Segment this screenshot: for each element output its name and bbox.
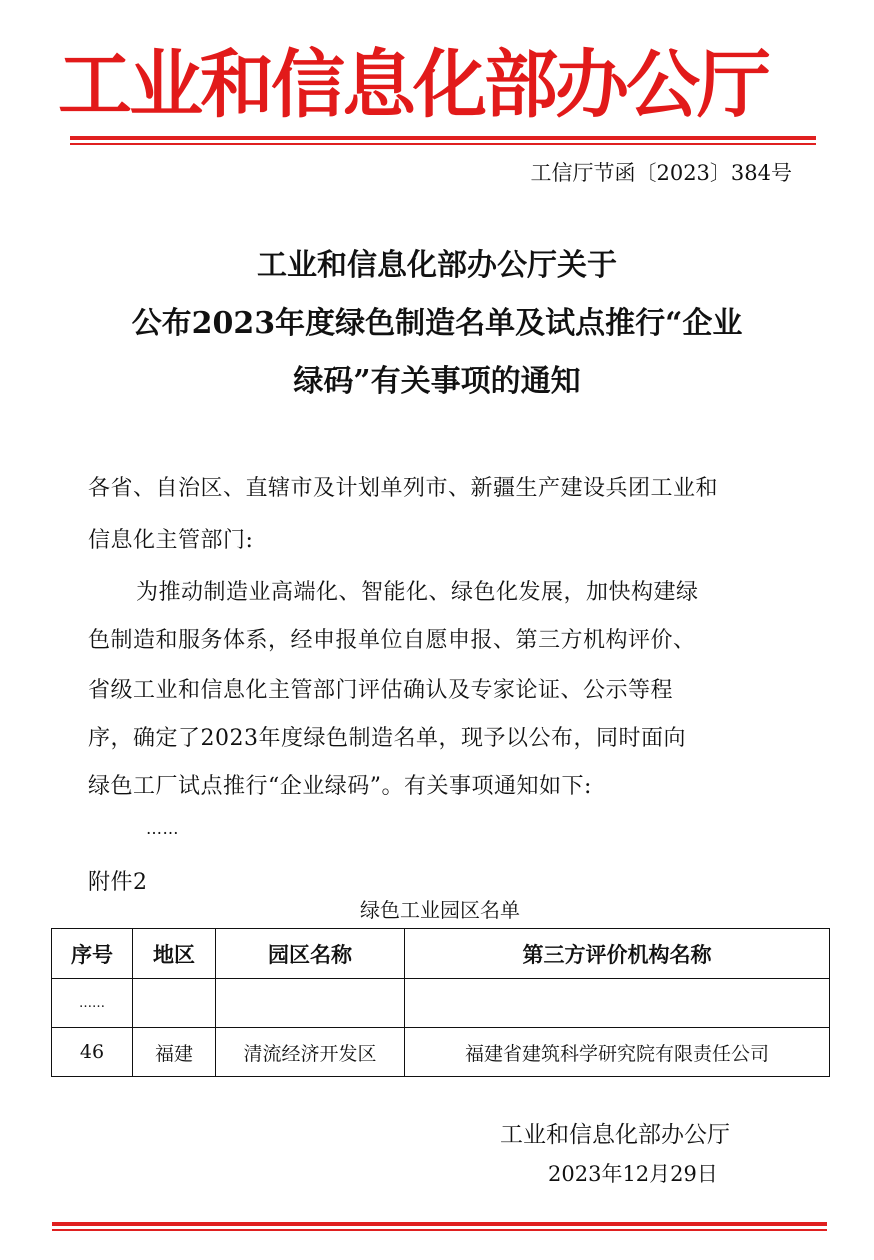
table-header-row bbox=[52, 929, 830, 979]
table-cell-region bbox=[133, 979, 216, 1028]
omission-ellipsis: …… bbox=[146, 819, 179, 838]
column-header-region: 地区 bbox=[133, 929, 216, 979]
table-cell-park-name bbox=[216, 979, 405, 1028]
paragraph-line-5: 绿色工厂试点推行“企业绿码”。有关事项通知如下: bbox=[88, 774, 592, 799]
paragraph-line-4: 序，确定了2023年度绿色制造名单，现予以公布，同时面向 bbox=[88, 726, 686, 751]
footer-red-rule-thin bbox=[52, 1229, 827, 1231]
signature-date: 2023年12月29日 bbox=[548, 1162, 718, 1186]
table-cell-region: 福建 bbox=[133, 1028, 216, 1077]
document-number: 工信厅节函〔2023〕384号 bbox=[530, 161, 792, 185]
addressee-line-2: 信息化主管部门: bbox=[88, 528, 254, 553]
paragraph-line-2: 色制造和服务体系，经申报单位自愿申报、第三方机构评价、 bbox=[88, 628, 696, 653]
title-line-1: 工业和信息化部办公厅关于 bbox=[257, 248, 617, 283]
table-row bbox=[52, 979, 830, 1028]
table-row bbox=[52, 1028, 830, 1077]
paragraph-line-3: 省级工业和信息化主管部门评估确认及专家论证、公示等程 bbox=[88, 678, 674, 703]
paragraph-line-1: 为推动制造业高端化、智能化、绿色化发展，加快构建绿 bbox=[136, 580, 699, 605]
table-cell-evaluator: 福建省建筑科学研究院有限责任公司 bbox=[405, 1028, 830, 1077]
table-cell-index: 46 bbox=[52, 1028, 133, 1077]
title-line-2: 公布2023年度绿色制造名单及试点推行“企业 bbox=[131, 306, 743, 341]
addressee-line-1: 各省、自治区、直辖市及计划单列市、新疆生产建设兵团工业和 bbox=[88, 476, 719, 501]
table-cell-park-name: 清流经济开发区 bbox=[216, 1028, 405, 1077]
header-red-rule-thin bbox=[70, 143, 816, 145]
attachment-label: 附件2 bbox=[88, 870, 148, 895]
footer-red-rule bbox=[52, 1222, 827, 1226]
issuer-masthead: 工业和信息化部办公厅 bbox=[58, 42, 768, 128]
column-header-evaluator: 第三方评价机构名称 bbox=[405, 929, 830, 979]
table-cell-evaluator bbox=[405, 979, 830, 1028]
table-cell-index: …… bbox=[52, 979, 133, 1028]
signature-organization: 工业和信息化部办公厅 bbox=[500, 1122, 730, 1148]
table-title: 绿色工业园区名单 bbox=[360, 898, 520, 922]
column-header-index: 序号 bbox=[52, 929, 133, 979]
header-red-rule bbox=[70, 136, 816, 140]
column-header-park-name: 园区名称 bbox=[216, 929, 405, 979]
title-line-3: 绿码”有关事项的通知 bbox=[293, 364, 581, 399]
green-park-table bbox=[51, 928, 830, 1077]
